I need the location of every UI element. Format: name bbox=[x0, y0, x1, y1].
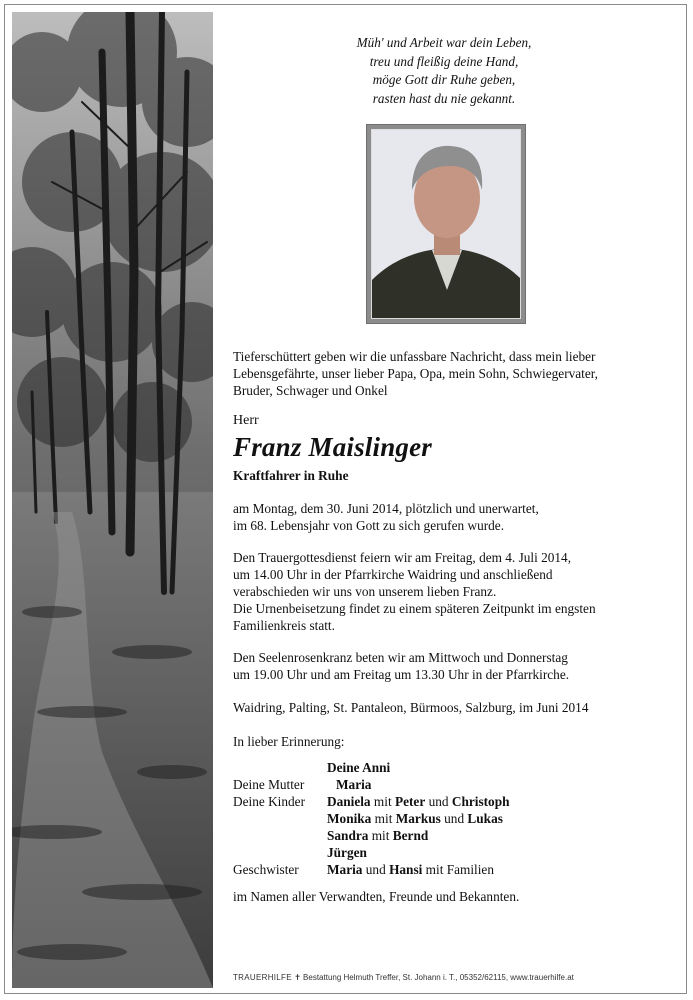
forest-path-photo bbox=[12, 12, 213, 988]
portrait-image bbox=[372, 130, 521, 319]
grandchild-name: Lukas bbox=[467, 811, 503, 826]
sibling-name: Hansi bbox=[389, 862, 423, 877]
footer-brand: TRAUERHILFE bbox=[233, 973, 292, 982]
service-line: Den Trauergottesdienst feiern wir am Freitag, dem 4. Juli 2014, bbox=[233, 550, 572, 565]
intro-line: Lebensgefährte, unser lieber Papa, Opa, mein Sohn, Schwiegervater, bbox=[233, 366, 599, 381]
places-line: Waidring, Palting, St. Pantaleon, Bürmoos, Salzburg, im Juni 2014 bbox=[233, 700, 589, 715]
poem-line: treu und fleißig deine Hand, bbox=[369, 53, 519, 69]
connector-word: und bbox=[444, 811, 465, 826]
sibling-suffix: mit Familien bbox=[425, 862, 494, 877]
service-line: Die Urnenbeisetzung findet zu einem späteren Zeitpunkt im engsten bbox=[233, 601, 596, 616]
closing-text bbox=[233, 888, 519, 905]
child-partner-name: Peter bbox=[394, 794, 426, 809]
grandchild-name: Christoph bbox=[451, 794, 510, 809]
remembrance-heading bbox=[233, 733, 345, 750]
salutation: Herr bbox=[233, 413, 259, 428]
connector-word: mit bbox=[371, 828, 390, 843]
child-partner-name: Bernd bbox=[392, 828, 429, 843]
poem bbox=[330, 34, 558, 108]
service-text bbox=[233, 549, 596, 634]
connector-word: mit bbox=[374, 811, 393, 826]
forest-path-image bbox=[12, 12, 213, 988]
rosary-line: um 19.00 Uhr und am Freitag um 13.30 Uhr in der Pfarrkirche. bbox=[233, 667, 570, 682]
cross-icon: ✝ bbox=[294, 973, 301, 982]
footer-text: Bestattung Helmuth Treffer, St. Johann i. T., 05352/62115, www.trauerhilfe.at bbox=[303, 973, 574, 982]
child-partner-name: Markus bbox=[395, 811, 441, 826]
places-date bbox=[233, 699, 588, 716]
closing-line: im Namen aller Verwandten, Freunde und Bekannten. bbox=[233, 889, 520, 904]
death-text bbox=[233, 500, 539, 534]
connector-word: und bbox=[428, 794, 449, 809]
announcement-text bbox=[233, 348, 598, 399]
intro-line: Tieferschüttert geben wir die unfassbare Nachricht, dass mein lieber bbox=[233, 349, 596, 364]
funeral-home-footer bbox=[233, 973, 574, 982]
service-line: verabschieden wir uns von unserem lieben Franz. bbox=[233, 584, 497, 599]
poem-line: Müh' und Arbeit war dein Leben, bbox=[356, 35, 532, 50]
connector-word: und bbox=[365, 862, 386, 877]
intro-line: Bruder, Schwager und Onkel bbox=[233, 383, 388, 398]
portrait-photo-frame bbox=[366, 124, 526, 324]
siblings-label: Geschwister bbox=[233, 862, 299, 877]
mother-label: Deine Mutter bbox=[233, 777, 305, 792]
child-name: Monika bbox=[327, 811, 372, 826]
rosary-text bbox=[233, 649, 569, 683]
child-name: Jürgen bbox=[327, 845, 367, 860]
remembrance-line: In lieber Erinnerung: bbox=[233, 734, 345, 749]
rosary-line: Den Seelenrosenkranz beten wir am Mittwoch und Donnerstag bbox=[233, 650, 568, 665]
child-name: Daniela bbox=[327, 794, 371, 809]
death-line: im 68. Lebensjahr von Gott zu sich gerufen wurde. bbox=[233, 518, 505, 533]
poem-line: möge Gott dir Ruhe geben, bbox=[372, 72, 516, 87]
children-label: Deine Kinder bbox=[233, 794, 305, 809]
mother-name: Maria bbox=[336, 777, 372, 792]
death-line: am Montag, dem 30. Juni 2014, plötzlich und unerwartet, bbox=[233, 501, 539, 516]
partner-name: Deine Anni bbox=[327, 760, 391, 775]
occupation: Kraftfahrer in Ruhe bbox=[233, 468, 349, 483]
deceased-name: Franz Maislinger bbox=[233, 432, 433, 462]
connector-word: mit bbox=[373, 794, 392, 809]
service-line: um 14.00 Uhr in der Pfarrkirche Waidring und anschließend bbox=[233, 567, 553, 582]
portrait-photo bbox=[371, 129, 521, 319]
poem-line: rasten hast du nie gekannt. bbox=[372, 90, 516, 106]
service-line: Familienkreis statt. bbox=[233, 618, 335, 633]
sibling-name: Maria bbox=[327, 862, 363, 877]
child-name: Sandra bbox=[327, 828, 369, 843]
